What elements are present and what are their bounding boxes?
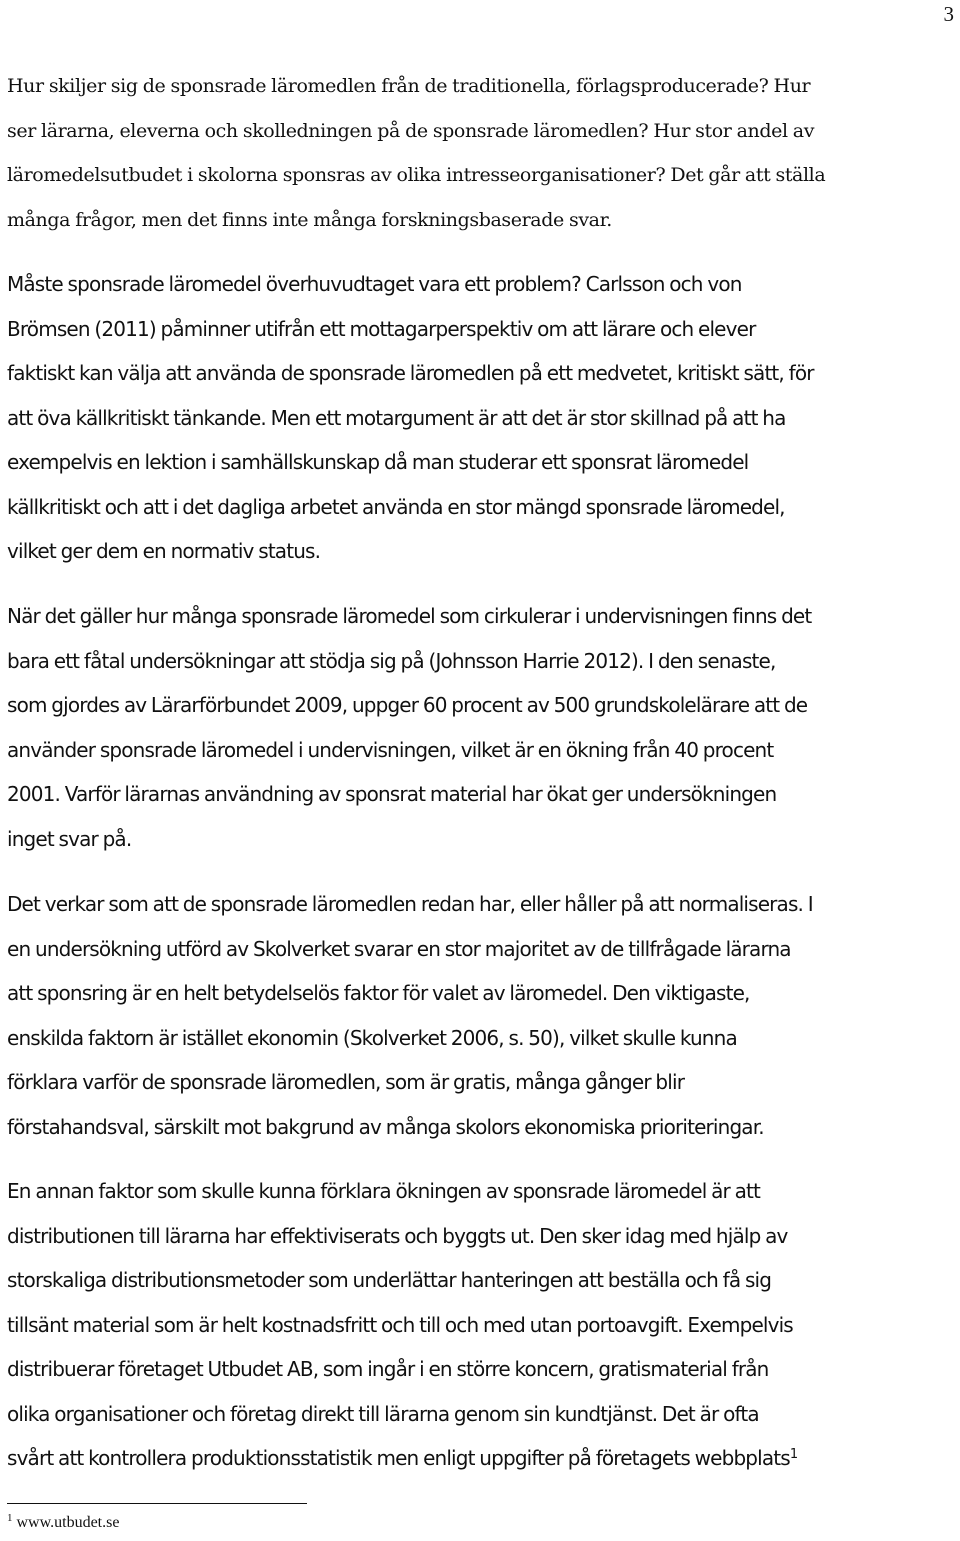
text-line: att öva källkritiskt tänkande. Men ett motargument är att det är stor skillnad på att ha [7, 405, 786, 430]
text-line: förstahandsval, särskilt mot bakgrund av många skolors ekonomiska prioriteringar. [7, 1114, 764, 1139]
text-line: att sponsring är en helt betydelselös faktor för valet av läromedel. Den viktigaste, [7, 981, 750, 1005]
text-line: använder sponsrade läromedel i undervisningen, vilket är en ökning från 40 procent [7, 737, 774, 762]
text-line: Brömsen (2011) påminner utifrån ett mottagarperspektiv om att lärare och elever [7, 316, 756, 341]
text-line: bara ett fåtal undersökningar att stödja sig på (Johnsson Harrie 2012). I den senaste, [7, 648, 776, 673]
paragraph-3 [7, 594, 950, 861]
paragraph-4 [7, 882, 950, 1149]
text-line: förklara varför de sponsrade läromedlen, som är gratis, många gånger blir [7, 1070, 685, 1094]
text-line: vilket ger dem en normativ status. [7, 539, 321, 563]
text-line: faktiskt kan välja att använda de sponsrade läromedlen på ett medvetet, kritiskt sätt, för [7, 361, 814, 385]
text-line: Måste sponsrade läromedel överhuvudtaget vara ett problem? Carlsson och von [7, 272, 742, 296]
text-line: inget svar på. [7, 826, 132, 851]
text-line: 2001. Varför lärarnas användning av sponsrat material har ökat ger undersökningen [7, 782, 777, 806]
text-line: En annan faktor som skulle kunna förklara ökningen av sponsrade läromedel är att [7, 1179, 760, 1203]
text-line: distribuerar företaget Utbudet AB, som ingår i en större koncern, gratismaterial från [7, 1357, 769, 1381]
paragraph-5 [7, 1169, 950, 1481]
text-line-content: svårt att kontrollera produktionsstatistik men enligt uppgifter på företagets webbplats [7, 1446, 790, 1470]
text-line: exempelvis en lektion i samhällskunskap då man studerar ett sponsrat läromedel [7, 450, 749, 474]
footnote-reference[interactable]: 1 [789, 1447, 799, 1462]
text-line: distributionen till lärarna har effektiviserats och byggts ut. Den sker idag med hjälp av [7, 1223, 788, 1248]
text-line: storskaliga distributionsmetoder som underlättar hanteringen att beställa och få sig [7, 1268, 772, 1292]
text-line [7, 1436, 950, 1481]
footnote-marker: 1 [7, 1512, 13, 1524]
text-line: Hur skiljer sig de sponsrade läromedlen från de traditionella, förlagsproducerade? Hur [7, 75, 811, 97]
text-line: en undersökning utförd av Skolverket svarar en stor majoritet av de tillfrågade lärarna [7, 936, 791, 961]
text-line: som gjordes av Lärarförbundet 2009, uppger 60 procent av 500 grundskolelärare att de [7, 693, 808, 717]
paragraph-1 [7, 64, 950, 242]
footnote-text: www.utbudet.se [16, 1514, 120, 1531]
text-line: Det verkar som att de sponsrade läromedlen redan har, eller håller på att normaliseras. I [7, 892, 813, 916]
text-line: många frågor, men det finns inte många forskningsbaserade svar. [7, 208, 612, 231]
paragraph-2 [7, 262, 950, 574]
page-number: 3 [943, 2, 954, 26]
text-line: tillsänt material som är helt kostnadsfritt och till och med utan portoavgift. Exempelvis [7, 1312, 793, 1337]
text-line: källkritiskt och att i det dagliga arbetet använda en stor mängd sponsrade läromedel, [7, 494, 785, 519]
text-line: olika organisationer och företag direkt till lärarna genom sin kundtjänst. Det är ofta [7, 1401, 759, 1426]
text-line: läromedelsutbudet i skolorna sponsras av olika intresseorganisationer? Det går att ställa [7, 164, 826, 186]
text-line: enskilda faktorn är istället ekonomin (Skolverket 2006, s. 50), vilket skulle kunna [7, 1025, 737, 1050]
footnote-separator [7, 1503, 307, 1504]
text-line: När det gäller hur många sponsrade läromedel som cirkulerar i undervisningen finns det [7, 604, 812, 628]
text-line: ser lärarna, eleverna och skolledningen på de sponsrade läromedlen? Hur stor andel av [7, 119, 815, 142]
footnote [7, 1514, 119, 1532]
